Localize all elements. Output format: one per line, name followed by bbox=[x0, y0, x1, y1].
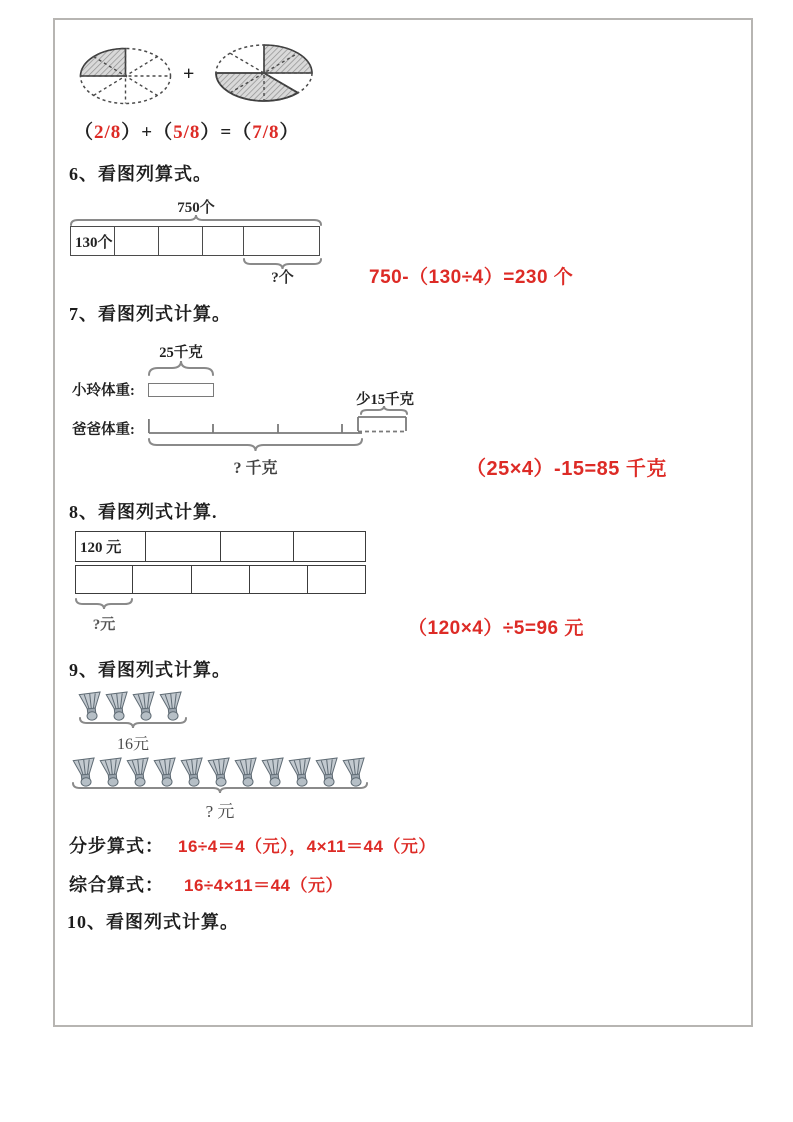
fraction-value: 5/8 bbox=[173, 122, 201, 143]
brace bbox=[79, 717, 187, 729]
unknown-count-label: ?个 bbox=[271, 270, 294, 286]
pie-chart-5-8 bbox=[214, 43, 314, 105]
bar-cell bbox=[133, 566, 192, 593]
fraction-value: 7/8 bbox=[252, 122, 280, 143]
problem-9-heading: 9、看图列式计算。 bbox=[69, 660, 231, 680]
unknown-yuan-label: ?元 bbox=[92, 617, 116, 633]
step-equation-expr: 16÷4＝4（元），4×11＝44（元） bbox=[178, 837, 436, 856]
paren: ）+（ bbox=[121, 122, 174, 143]
brace bbox=[148, 438, 363, 452]
problem-8-answer: （120×4）÷5=96 元 bbox=[408, 618, 584, 639]
pie-chart-2-8 bbox=[78, 46, 173, 108]
unknown-total-yuan-label: ? 元 bbox=[205, 802, 235, 821]
bar-cell bbox=[294, 532, 365, 561]
bar-cell-130: 130个 bbox=[75, 235, 113, 251]
bar-cell bbox=[76, 566, 133, 593]
bar-cell bbox=[250, 566, 308, 593]
problem-7-heading: 7、看图列式计算。 bbox=[69, 304, 231, 324]
brace bbox=[75, 598, 133, 610]
xiaoling-weight-box bbox=[148, 383, 214, 397]
combined-equation-expr: 16÷4×11＝44（元） bbox=[184, 876, 344, 895]
less-15kg-label: 少15千克 bbox=[356, 392, 414, 408]
total-750-label: 750个 bbox=[177, 200, 215, 216]
problem-6-bar bbox=[70, 226, 320, 256]
problem-8-bottom-bar bbox=[75, 565, 366, 594]
plus-sign: + bbox=[183, 63, 195, 85]
bar-cell bbox=[308, 566, 365, 593]
bar-cell bbox=[146, 532, 221, 561]
paren: （ bbox=[74, 122, 95, 143]
problem-7-answer: （25×4）-15=85 千克 bbox=[466, 458, 667, 480]
xiaoling-weight-label: 小玲体重: bbox=[72, 383, 135, 399]
bar-cell bbox=[159, 227, 203, 255]
bar-cell bbox=[244, 227, 319, 255]
unknown-kg-label: ? 千克 bbox=[233, 460, 278, 477]
paren: ） bbox=[279, 122, 300, 143]
bar-cell bbox=[203, 227, 244, 255]
fraction-value: 2/8 bbox=[94, 122, 122, 143]
step-equation-line bbox=[69, 832, 436, 858]
bar-cell bbox=[192, 566, 250, 593]
problem-10-heading: 10、看图列式计算。 bbox=[67, 912, 239, 932]
problem-6-answer: 750-（130÷4）=230 个 bbox=[369, 267, 574, 288]
brace bbox=[360, 405, 408, 415]
brace bbox=[148, 360, 214, 376]
combined-equation-label: 综合算式： bbox=[69, 875, 164, 895]
brace bbox=[72, 782, 368, 794]
combined-equation-line bbox=[69, 871, 343, 897]
paren: ）=（ bbox=[200, 122, 253, 143]
step-equation-label: 分步算式： bbox=[69, 836, 164, 856]
segment-25kg-label: 25千克 bbox=[159, 345, 203, 361]
bar-cell bbox=[221, 532, 294, 561]
bar-cell-120: 120 元 bbox=[80, 540, 122, 556]
problem-6-heading: 6、看图列算式。 bbox=[69, 164, 212, 184]
bar-cell bbox=[115, 227, 159, 255]
brace bbox=[70, 214, 322, 226]
problem-8-top-bar bbox=[75, 531, 366, 562]
price-16-yuan-label: 16元 bbox=[116, 736, 149, 753]
dad-weight-bar bbox=[148, 415, 410, 437]
problem-8-heading: 8、看图列式计算. bbox=[69, 502, 218, 522]
fraction-equation bbox=[74, 117, 300, 144]
dad-weight-label: 爸爸体重: bbox=[72, 422, 135, 438]
